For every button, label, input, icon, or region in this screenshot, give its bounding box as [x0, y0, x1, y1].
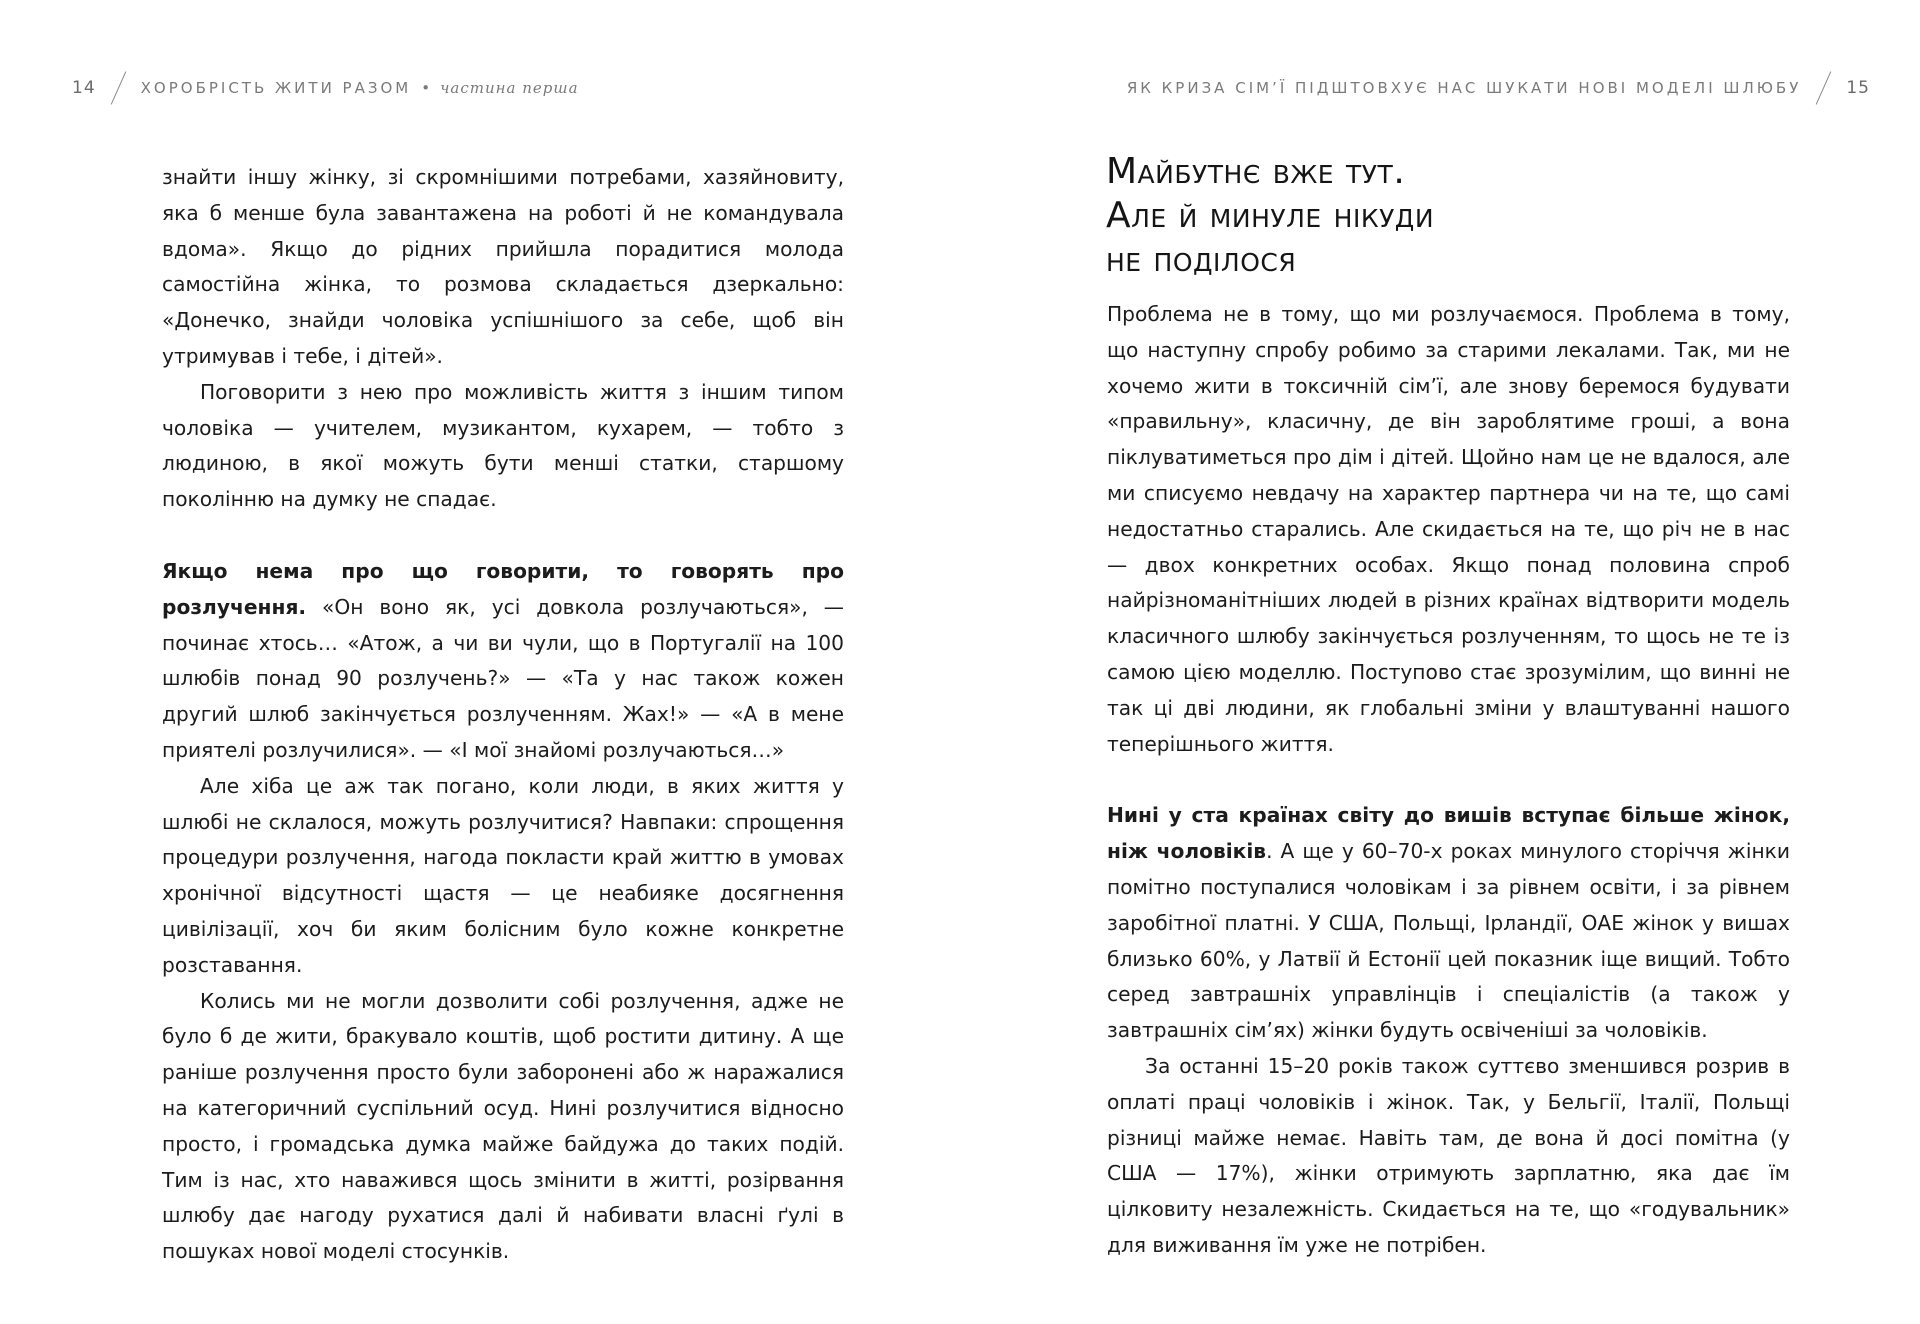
right-page-body [1107, 297, 1790, 1264]
paragraph: Нині у ста країнах світу до вишів вступає більше жінок, ніж чоловіків. А ще у 60–70-х роках минулого сторіччя жінки помітно поступалися чоловікам і за рівнем освіти, і за рівнем заробітної платні. У США, Польщі, Ірландії, ОАЕ жінок у вишах близько 60%, у Латвії й Естонії цей показник іще вищий. Тобто серед завтрашніх управлінців і спеціалістів (а також у завтрашніх сім’ях) жінки будуть освіченіші за чоловіків. [1107, 803, 1790, 1043]
right-running-title: ЯК КРИЗА СІМ’Ї ПІДШТОВХУЄ НАС ШУКАТИ НОВІ МОДЕЛІ ШЛЮБУ [1126, 79, 1802, 97]
left-running-title: ХОРОБРІСТЬ ЖИТИ РАЗОМ [140, 79, 412, 97]
heading-line: Але й минуле нікуди [1106, 195, 1435, 236]
paragraph: Якщо нема про що говорити, то говорять про розлучення. «Он воно як, усі довкола розлучаються», — починає хтось… «Атож, а чи ви чули, що в Португалії на 100 шлюбів понад 90 розлучень?» — «Та у нас також кожен другий шлюб закінчується розлученням. Жах!» — «А в мене приятелі розлучилися». — «І мої знайомі розлучаються…» [162, 558, 844, 762]
paragraph: Колись ми не могли дозволити собі розлучення, адже не було б де жити, бракувало коштів, щоб ростити дитину. А ще раніше розлучення просто були заборонені або ж наражалися на категоричний суспільний осуд. Нині розлучитися відносно просто, і громадська думка майже байдужа до таких подій. Тим із нас, хто наважився щось змінити в житті, розірвання шлюбу дає нагоду рухатися далі й набивати власні ґулі в пошуках нової моделі стосунків. [162, 988, 844, 1264]
left-running-header [72, 73, 579, 103]
right-page-number: 15 [1846, 78, 1870, 98]
left-running-subtitle: частина перша [440, 79, 579, 97]
paragraph: знайти іншу жінку, зі скромнішими потребами, хазяйновиту, яка б менше була завантажена на роботі й не командувала вдома». Якщо до рідних прийшла порадитися молода самостійна жінка, то розмова складається дзеркально: «Донечко, знайди чоловіка успішнішого за себе, щоб він утримував і тебе, і дітей». [162, 165, 844, 368]
section-heading [1106, 150, 1806, 282]
paragraph: Поговорити з нею про можливість життя з іншим типом чоловіка — учителем, музикантом, кухарем, — тобто з людиною, в якої можуть бути менші статки, старшому поколінню на думку не спадає. [162, 379, 844, 512]
right-running-header [1127, 73, 1870, 103]
left-page-body [162, 160, 844, 1270]
bold-lead-in: Нині у ста країнах світу до вишів вступає більше жінок, ніж чоловіків [1107, 803, 1790, 864]
paragraph: За останні 15–20 років також суттєво зменшився розрив в оплаті праці чоловіків і жінок. Так, у Бельгії, Італії, Польщі різниці майже немає. Навіть там, де вона й досі помітна (у США — 17%), жінки отримують зарплатню, яка дає їм цілковиту незалежність. Скидається на те, що «годувальник» для виживання їм уже не потрібен. [1107, 1053, 1790, 1257]
header-bullet: • [421, 79, 431, 97]
heading-line: Майбутнє вже тут. [1106, 151, 1406, 192]
paragraph: Проблема не в тому, що ми розлучаємося. Проблема в тому, що наступну спробу робимо за старими лекалами. Так, ми не хочемо жити в токсичній сім’ї, але знову беремося будувати «правильну», класичну, де він зароблятиме гроші, а вона піклуватиметься про дім і дітей. Щойно нам це не вдалося, але ми списуємо невдачу на характер партнера чи на те, що самі недостатньо старались. Але скидається на те, що річ не в нас — двох конкретних особах. Якщо понад половина спроб найрізноманітніших людей в різних країнах відтворити модель класичного шлюбу закінчується розлученням, то щось не те із самою цією моделлю. Поступово стає зрозумілим, що винні не так ці дві людини, як глобальні зміни у влаштуванні нашого теперішнього життя. [1107, 302, 1790, 756]
heading-line: не поділося [1106, 239, 1297, 280]
paragraph: Але хіба це аж так погано, коли люди, в яких життя у шлюбі не склалося, можуть розлучитися? Навпаки: спрощення процедури розлучення, нагода покласти край життю в умовах хронічної відсутності щастя — це неабияке досягнення цивілізації, хоч би яким болісним було кожне конкретне розставання. [162, 773, 844, 977]
left-page-number: 14 [72, 78, 96, 98]
header-slash-divider [110, 71, 126, 104]
header-slash-divider [1816, 71, 1832, 104]
bold-lead-in: Якщо нема про що говорити, то говорять про розлучення. [162, 558, 844, 619]
